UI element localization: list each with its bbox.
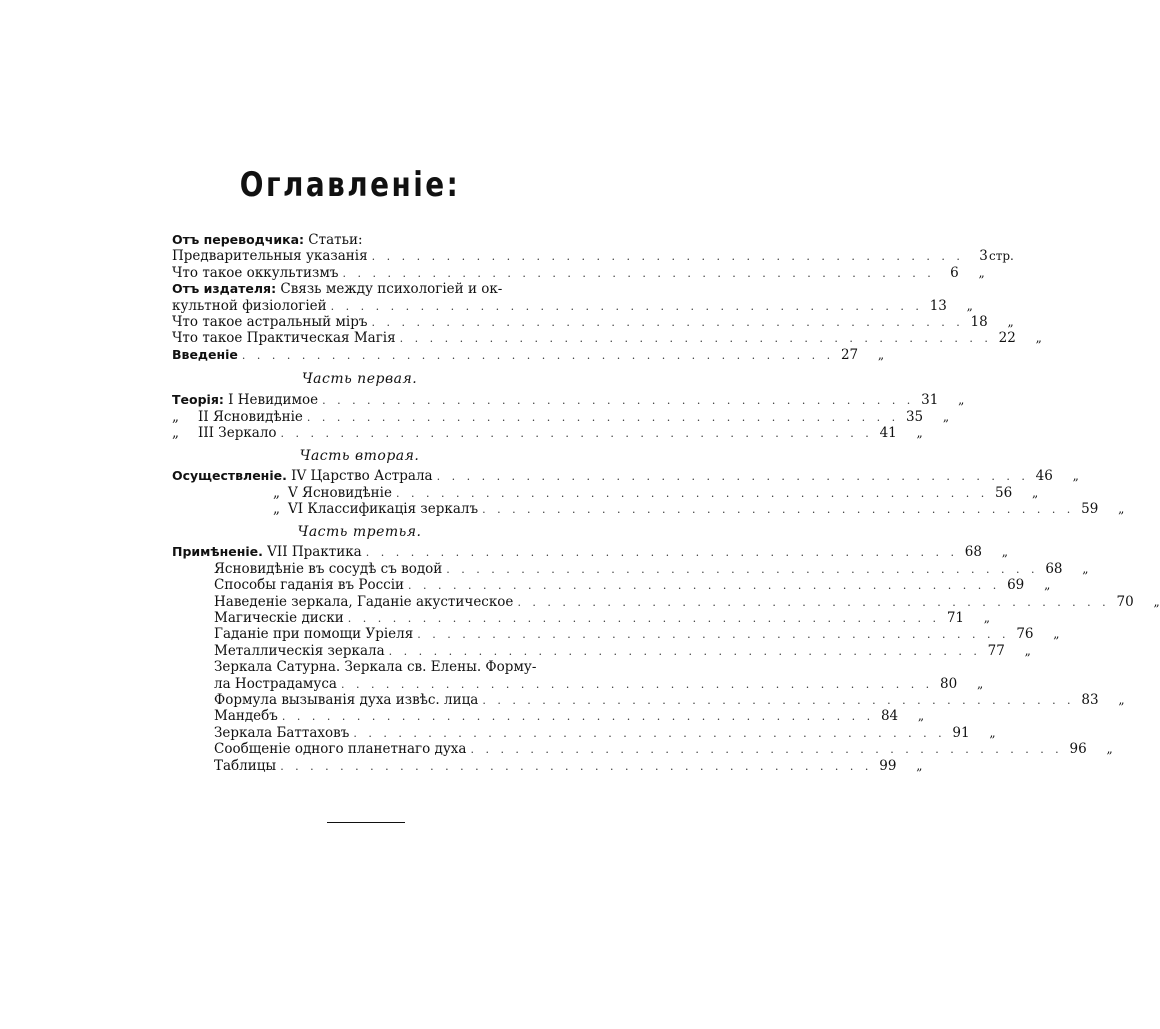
- table-of-contents: [172, 232, 1160, 774]
- entry-text: Ясновидѣніе въ сосудѣ съ водой: [214, 560, 443, 577]
- page-unit: „: [916, 758, 923, 773]
- page-unit: „: [978, 265, 985, 280]
- entry-text: Сообщеніе одного планетнаго духа: [214, 741, 467, 758]
- leader-dots: . . . . . . . . . . . . . . . . . . . . . . . . . . . . . . . . . . . . . . . .: [281, 710, 875, 724]
- page-unit: „: [1032, 485, 1039, 500]
- part-two-lead: Осуществленіе.: [172, 468, 287, 484]
- ditto-mark: „: [172, 424, 179, 441]
- page-unit: „: [1007, 314, 1014, 329]
- page-unit: „: [1106, 742, 1113, 757]
- toc-entry: [172, 408, 950, 425]
- page-unit: „: [1118, 692, 1125, 707]
- leader-dots: . . . . . . . . . . . . . . . . . . . . . . . . . . . . . . . . . . . . . . . .: [399, 332, 992, 346]
- entry-text: Связь между психологіей и ок-: [276, 281, 503, 298]
- toc-entry-translator: [172, 232, 567, 248]
- page-number: 71: [946, 610, 964, 627]
- leader-dots: . . . . . . . . . . . . . . . . . . . . . . . . . . . . . . . . . . . . . . . .: [396, 486, 989, 500]
- leader-dots: . . . . . . . . . . . . . . . . . . . . . . . . . . . . . . . . . . . . . . . .: [446, 562, 1039, 576]
- part-three-lead: Примѣненіе.: [172, 544, 263, 560]
- entry-text: Что такое астральный міръ: [172, 313, 368, 330]
- leader-dots: . . . . . . . . . . . . . . . . . . . . . . . . . . . . . . . . . . . . . . . .: [322, 394, 915, 408]
- entry-text: V Ясновидѣніе: [288, 484, 392, 501]
- part-one-heading: Часть первая.: [301, 371, 418, 388]
- entry-text: Зеркала Баттаховъ: [214, 724, 350, 741]
- leader-dots: . . . . . . . . . . . . . . . . . . . . . . . . . . . . . . . . . . . . . . . .: [371, 250, 964, 264]
- toc-entry-introduction: [172, 346, 885, 363]
- entry-text: Гаданіе при помощи Уріеля: [214, 626, 414, 643]
- leader-dots: . . . . . . . . . . . . . . . . . . . . . . . . . . . . . . . . . . . . . . . .: [482, 503, 1075, 517]
- entry-bold-label: Отъ издателя:: [172, 281, 277, 297]
- page-unit: стр.: [989, 249, 1014, 264]
- ditto-mark: „: [172, 408, 179, 425]
- page-number: 99: [879, 757, 897, 774]
- page-number: 80: [940, 675, 958, 692]
- page-number: 76: [1016, 626, 1034, 643]
- toc-entry-publisher: [172, 281, 567, 297]
- leader-dots: . . . . . . . . . . . . . . . . . . . . . . . . . . . . . . . . . . . . . . . .: [470, 743, 1063, 757]
- page-unit: „: [1082, 561, 1089, 576]
- leader-dots: . . . . . . . . . . . . . . . . . . . . . . . . . . . . . . . . . . . . . . . .: [517, 595, 1110, 609]
- page-number: 68: [1045, 560, 1063, 577]
- entry-text: Металлическія зеркала: [214, 642, 385, 659]
- leader-dots: . . . . . . . . . . . . . . . . . . . . . . . . . . . . . . . . . . . . . . . .: [353, 726, 946, 740]
- part-two-heading: Часть вторая.: [299, 448, 420, 465]
- page-unit: „: [958, 393, 965, 408]
- toc-entry: [172, 610, 990, 627]
- page-number: 77: [987, 642, 1005, 659]
- toc-entry: [172, 724, 996, 741]
- toc-entry: [172, 468, 1079, 485]
- leader-dots: . . . . . . . . . . . . . . . . . . . . . . . . . . . . . . . . . . . . . . . .: [408, 579, 1001, 593]
- page-number: 41: [879, 424, 897, 441]
- page-unit: „: [976, 676, 984, 691]
- page-unit: „: [1035, 331, 1042, 346]
- entry-text: VI Классификація зеркалъ: [288, 501, 479, 518]
- entry-text: I Невидимое: [228, 392, 319, 409]
- leader-dots: . . . . . . . . . . . . . . . . . . . . . . . . . . . . . . . . . . . . . . . .: [482, 693, 1075, 707]
- toc-entry: [172, 264, 985, 281]
- toc-entry: [172, 484, 1039, 501]
- leader-dots: . . . . . . . . . . . . . . . . . . . . . . . . . . . . . . . . . . . . . . . .: [365, 546, 958, 560]
- page-number: 84: [880, 708, 899, 725]
- leader-dots: . . . . . . . . . . . . . . . . . . . . . . . . . . . . . . . . . . . . . . . .: [340, 677, 934, 691]
- entry-text: III Зеркало: [198, 424, 277, 441]
- page-unit: „: [1153, 594, 1160, 609]
- end-rule: [327, 822, 405, 823]
- entry-text: Таблицы: [214, 757, 277, 774]
- page-number: 35: [905, 408, 924, 425]
- leader-dots: . . . . . . . . . . . . . . . . . . . . . . . . . . . . . . . . . . . . . . . .: [371, 315, 964, 329]
- page-number: 22: [998, 330, 1016, 347]
- toc-entry: [172, 675, 984, 692]
- entry-text: Наведеніе зеркала, Гаданіе акустическое: [214, 593, 514, 610]
- page-number: 68: [964, 544, 982, 561]
- leader-dots: . . . . . . . . . . . . . . . . . . . . . . . . . . . . . . . . . . . . . . . .: [347, 612, 940, 626]
- leader-dots: . . . . . . . . . . . . . . . . . . . . . . . . . . . . . . . . . . . . . . . .: [342, 266, 935, 280]
- toc-entry: [172, 248, 1014, 265]
- page-number: 56: [995, 484, 1013, 501]
- entry-text: Предварительныя указанія: [172, 248, 368, 265]
- entry-bold-label: Введеніе: [172, 346, 238, 362]
- toc-entry: [172, 501, 1125, 518]
- leader-dots: . . . . . . . . . . . . . . . . . . . . . . . . . . . . . . . . . . . . . . . .: [330, 299, 923, 313]
- page-number: 6: [950, 264, 959, 281]
- page-number: 96: [1069, 741, 1087, 758]
- page-unit: „: [1001, 545, 1008, 560]
- leader-dots: . . . . . . . . . . . . . . . . . . . . . . . . . . . . . . . . . . . . . . . .: [241, 348, 835, 362]
- entry-text: Способы гаданія въ Россіи: [214, 577, 405, 594]
- page-number: 3: [979, 248, 988, 265]
- leader-dots: . . . . . . . . . . . . . . . . . . . . . . . . . . . . . . . . . . . . . . . .: [306, 410, 900, 424]
- toc-entry: [172, 313, 1014, 330]
- entry-text: Формула вызыванія духа извѣс. лица: [214, 691, 479, 708]
- entry-text: ла Нострадамуса: [214, 675, 337, 692]
- entry-text: Статьи:: [304, 232, 363, 248]
- entry-text: II Ясновидѣніе: [198, 408, 303, 425]
- ditto-mark: „: [273, 501, 280, 518]
- part-one-lead: Теорія:: [172, 392, 224, 408]
- page-unit: „: [989, 725, 996, 740]
- page-number: 46: [1035, 468, 1053, 485]
- page-unit: „: [942, 409, 950, 424]
- ditto-mark: „: [273, 484, 280, 501]
- toc-entry: [172, 691, 1125, 708]
- leader-dots: . . . . . . . . . . . . . . . . . . . . . . . . . . . . . . . . . . . . . . . .: [436, 470, 1029, 484]
- entry-text: Зеркала Сатурна. Зеркала св. Елены. Форму-: [214, 659, 537, 676]
- page-unit: „: [917, 709, 925, 724]
- leader-dots: . . . . . . . . . . . . . . . . . . . . . . . . . . . . . . . . . . . . . . . .: [280, 426, 873, 440]
- page-unit: „: [916, 425, 923, 440]
- page-unit: „: [1118, 502, 1125, 517]
- page-number: 69: [1007, 577, 1025, 594]
- entry-text: Что такое оккультизмъ: [172, 264, 339, 281]
- toc-entry: [172, 741, 1113, 758]
- page-number: 70: [1116, 593, 1134, 610]
- page-unit: „: [1044, 578, 1051, 593]
- page-number: 18: [970, 313, 988, 330]
- page-unit: „: [1072, 469, 1079, 484]
- toc-entry: [172, 392, 965, 409]
- toc-entry: [172, 330, 1042, 347]
- entry-text: Мандебъ: [214, 708, 278, 725]
- part-three-heading: Часть третья.: [297, 524, 422, 541]
- page-unit: „: [1024, 643, 1031, 658]
- page-title: Оглавленіе:: [239, 165, 461, 205]
- page-number: 91: [952, 724, 970, 741]
- toc-entry: [172, 708, 925, 725]
- entry-text: Магическіе диски: [214, 610, 344, 627]
- leader-dots: . . . . . . . . . . . . . . . . . . . . . . . . . . . . . . . . . . . . . . . .: [280, 759, 873, 773]
- page-number: 27: [840, 346, 859, 363]
- page-unit: „: [877, 347, 885, 362]
- page-number: 13: [929, 297, 947, 314]
- page-unit: „: [966, 298, 973, 313]
- leader-dots: . . . . . . . . . . . . . . . . . . . . . . . . . . . . . . . . . . . . . . . .: [417, 628, 1010, 642]
- page-number: 31: [921, 392, 939, 409]
- page-number: 59: [1081, 501, 1099, 518]
- entry-text: культной физіологіей: [172, 297, 327, 314]
- entry-text: VII Практика: [267, 544, 362, 561]
- toc-entry: [172, 757, 923, 774]
- toc-entry: [172, 642, 1031, 659]
- toc-entry: [172, 424, 923, 441]
- toc-entry: [172, 560, 1089, 577]
- entry-text: IV Царство Астрала: [291, 468, 433, 485]
- toc-entry: [172, 626, 1060, 643]
- toc-entry: [172, 593, 1160, 610]
- toc-entry: [172, 297, 973, 314]
- page-unit: „: [983, 611, 990, 626]
- toc-entry: [172, 659, 567, 675]
- toc-entry: [172, 544, 1008, 561]
- leader-dots: . . . . . . . . . . . . . . . . . . . . . . . . . . . . . . . . . . . . . . . .: [388, 644, 981, 658]
- page-number: 83: [1081, 691, 1099, 708]
- entry-bold-label: Отъ переводчика:: [172, 232, 305, 247]
- toc-entry: [172, 577, 1051, 594]
- entry-text: Что такое Практическая Магія: [172, 330, 396, 347]
- page-unit: „: [1053, 627, 1060, 642]
